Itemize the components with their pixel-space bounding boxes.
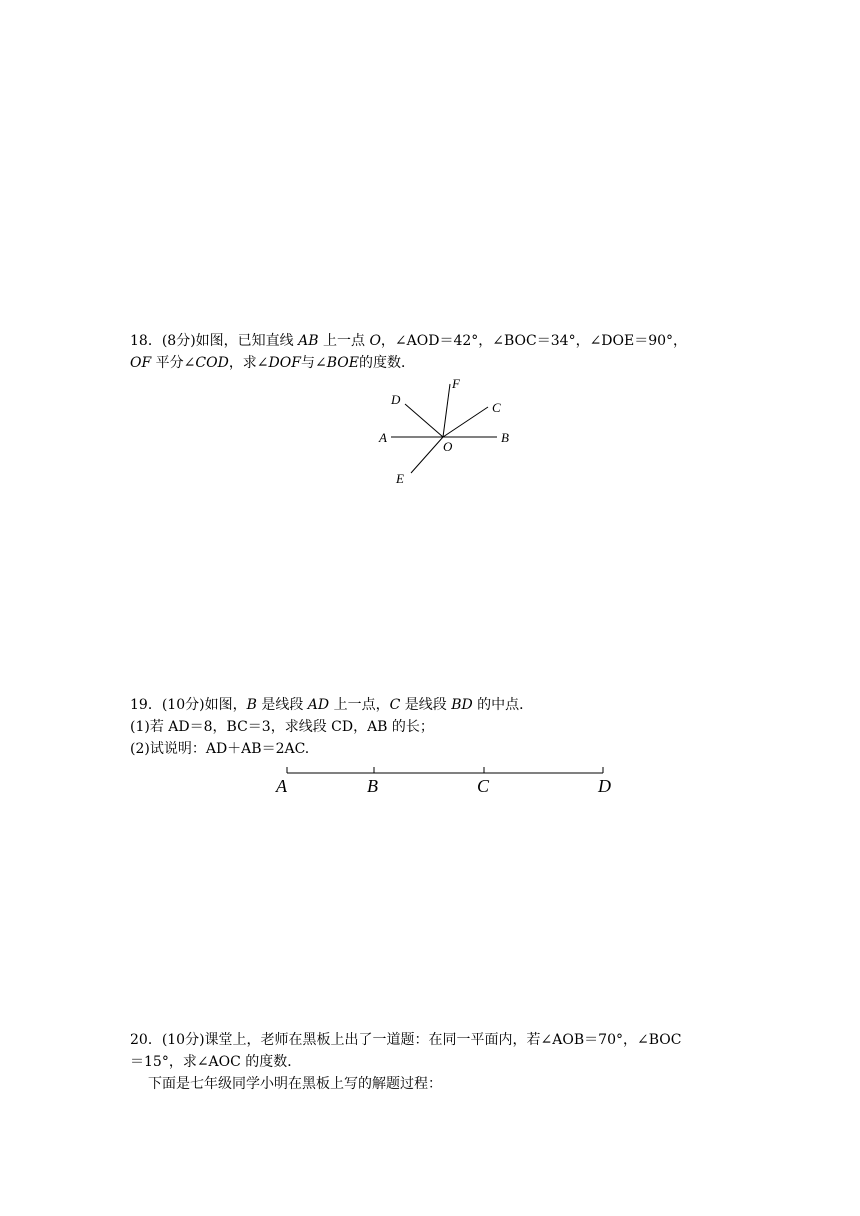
q18-angle-boc: ∠BOC＝34° — [492, 333, 576, 349]
q18-ray-oc — [443, 407, 488, 437]
q19-text-2: 是线段 — [261, 697, 304, 713]
q18-ray-od — [405, 404, 443, 437]
q19-point-c: C — [389, 697, 401, 713]
q18-angle-doe: ∠DOE＝90°， — [589, 333, 688, 349]
q19-number: 19． — [130, 697, 162, 713]
q18-line-2 — [130, 353, 740, 373]
q18-label-a: A — [379, 430, 387, 445]
q19-label-d: D — [598, 776, 611, 796]
q19-label-a: A — [276, 776, 287, 796]
q18-ray-oe — [411, 437, 443, 473]
q18-text-2: 上一点 — [322, 333, 365, 349]
q18-line-1 — [130, 331, 740, 351]
q19-text-4: 是线段 — [404, 697, 447, 713]
q19-text-1: 如图， — [204, 697, 247, 713]
q19-score: (10分) — [161, 697, 205, 713]
q20-line-1: 20．(10分)课堂上，老师在黑板上出了一道题：在同一平面内，若∠AOB＝70°，∠BOC — [130, 1032, 682, 1048]
q18-score: (8分) — [161, 333, 196, 349]
q19-part-1: (1)若 AD＝8，BC＝3，求线段 CD，AB 的长； — [130, 719, 434, 735]
q19-text-3: 上一点， — [333, 697, 390, 713]
q19-part-2: (2)试说明：AD＋AB＝2AC. — [130, 741, 310, 757]
q18-label-b: B — [501, 430, 509, 445]
q18-line-ab: AB — [298, 333, 319, 349]
q18-label-f: F — [452, 376, 460, 391]
q18-number: 18． — [130, 333, 162, 349]
q18-label-c: C — [492, 400, 501, 415]
q18-text-1: 如图，已知直线 — [195, 333, 294, 349]
q18-label-o: O — [443, 439, 453, 454]
q19-label-c: C — [477, 776, 490, 796]
q18-angle-aod: ∠AOD＝42° — [394, 333, 479, 349]
q18-ray-of-stroke — [443, 384, 450, 437]
q19-segment-ad: AD — [307, 697, 330, 713]
q18-text-6: 的度数． — [358, 355, 415, 371]
q18-sep-3: ， — [575, 333, 590, 349]
q18-text-4: ，求∠ — [228, 355, 269, 371]
q18-label-e: E — [396, 471, 404, 486]
q19-label-b: B — [367, 776, 378, 796]
q18-text-5: 与∠ — [300, 355, 327, 371]
q20-line-2: ＝15°，求∠AOC 的度数． — [130, 1054, 302, 1070]
q18-label-d: D — [391, 392, 401, 407]
q18-sep-2: ， — [478, 333, 493, 349]
q19-text-5: 的中点． — [477, 697, 534, 713]
q20-line-3: 下面是七年级同学小明在黑板上写的解题过程： — [148, 1076, 442, 1092]
q18-angle-dof: DOF — [268, 355, 301, 371]
q18-ray-of: OF — [130, 355, 152, 371]
q19-line-1 — [130, 695, 740, 715]
q18-angle-cod: COD — [195, 355, 229, 371]
q19-segment-bd: BD — [451, 697, 473, 713]
q18-text-3: 平分∠ — [155, 355, 196, 371]
q18-angle-boe: BOE — [326, 355, 359, 371]
q18-sep-1: ， — [380, 333, 395, 349]
q19-point-b: B — [246, 697, 257, 713]
q18-point-o: O — [369, 333, 381, 349]
